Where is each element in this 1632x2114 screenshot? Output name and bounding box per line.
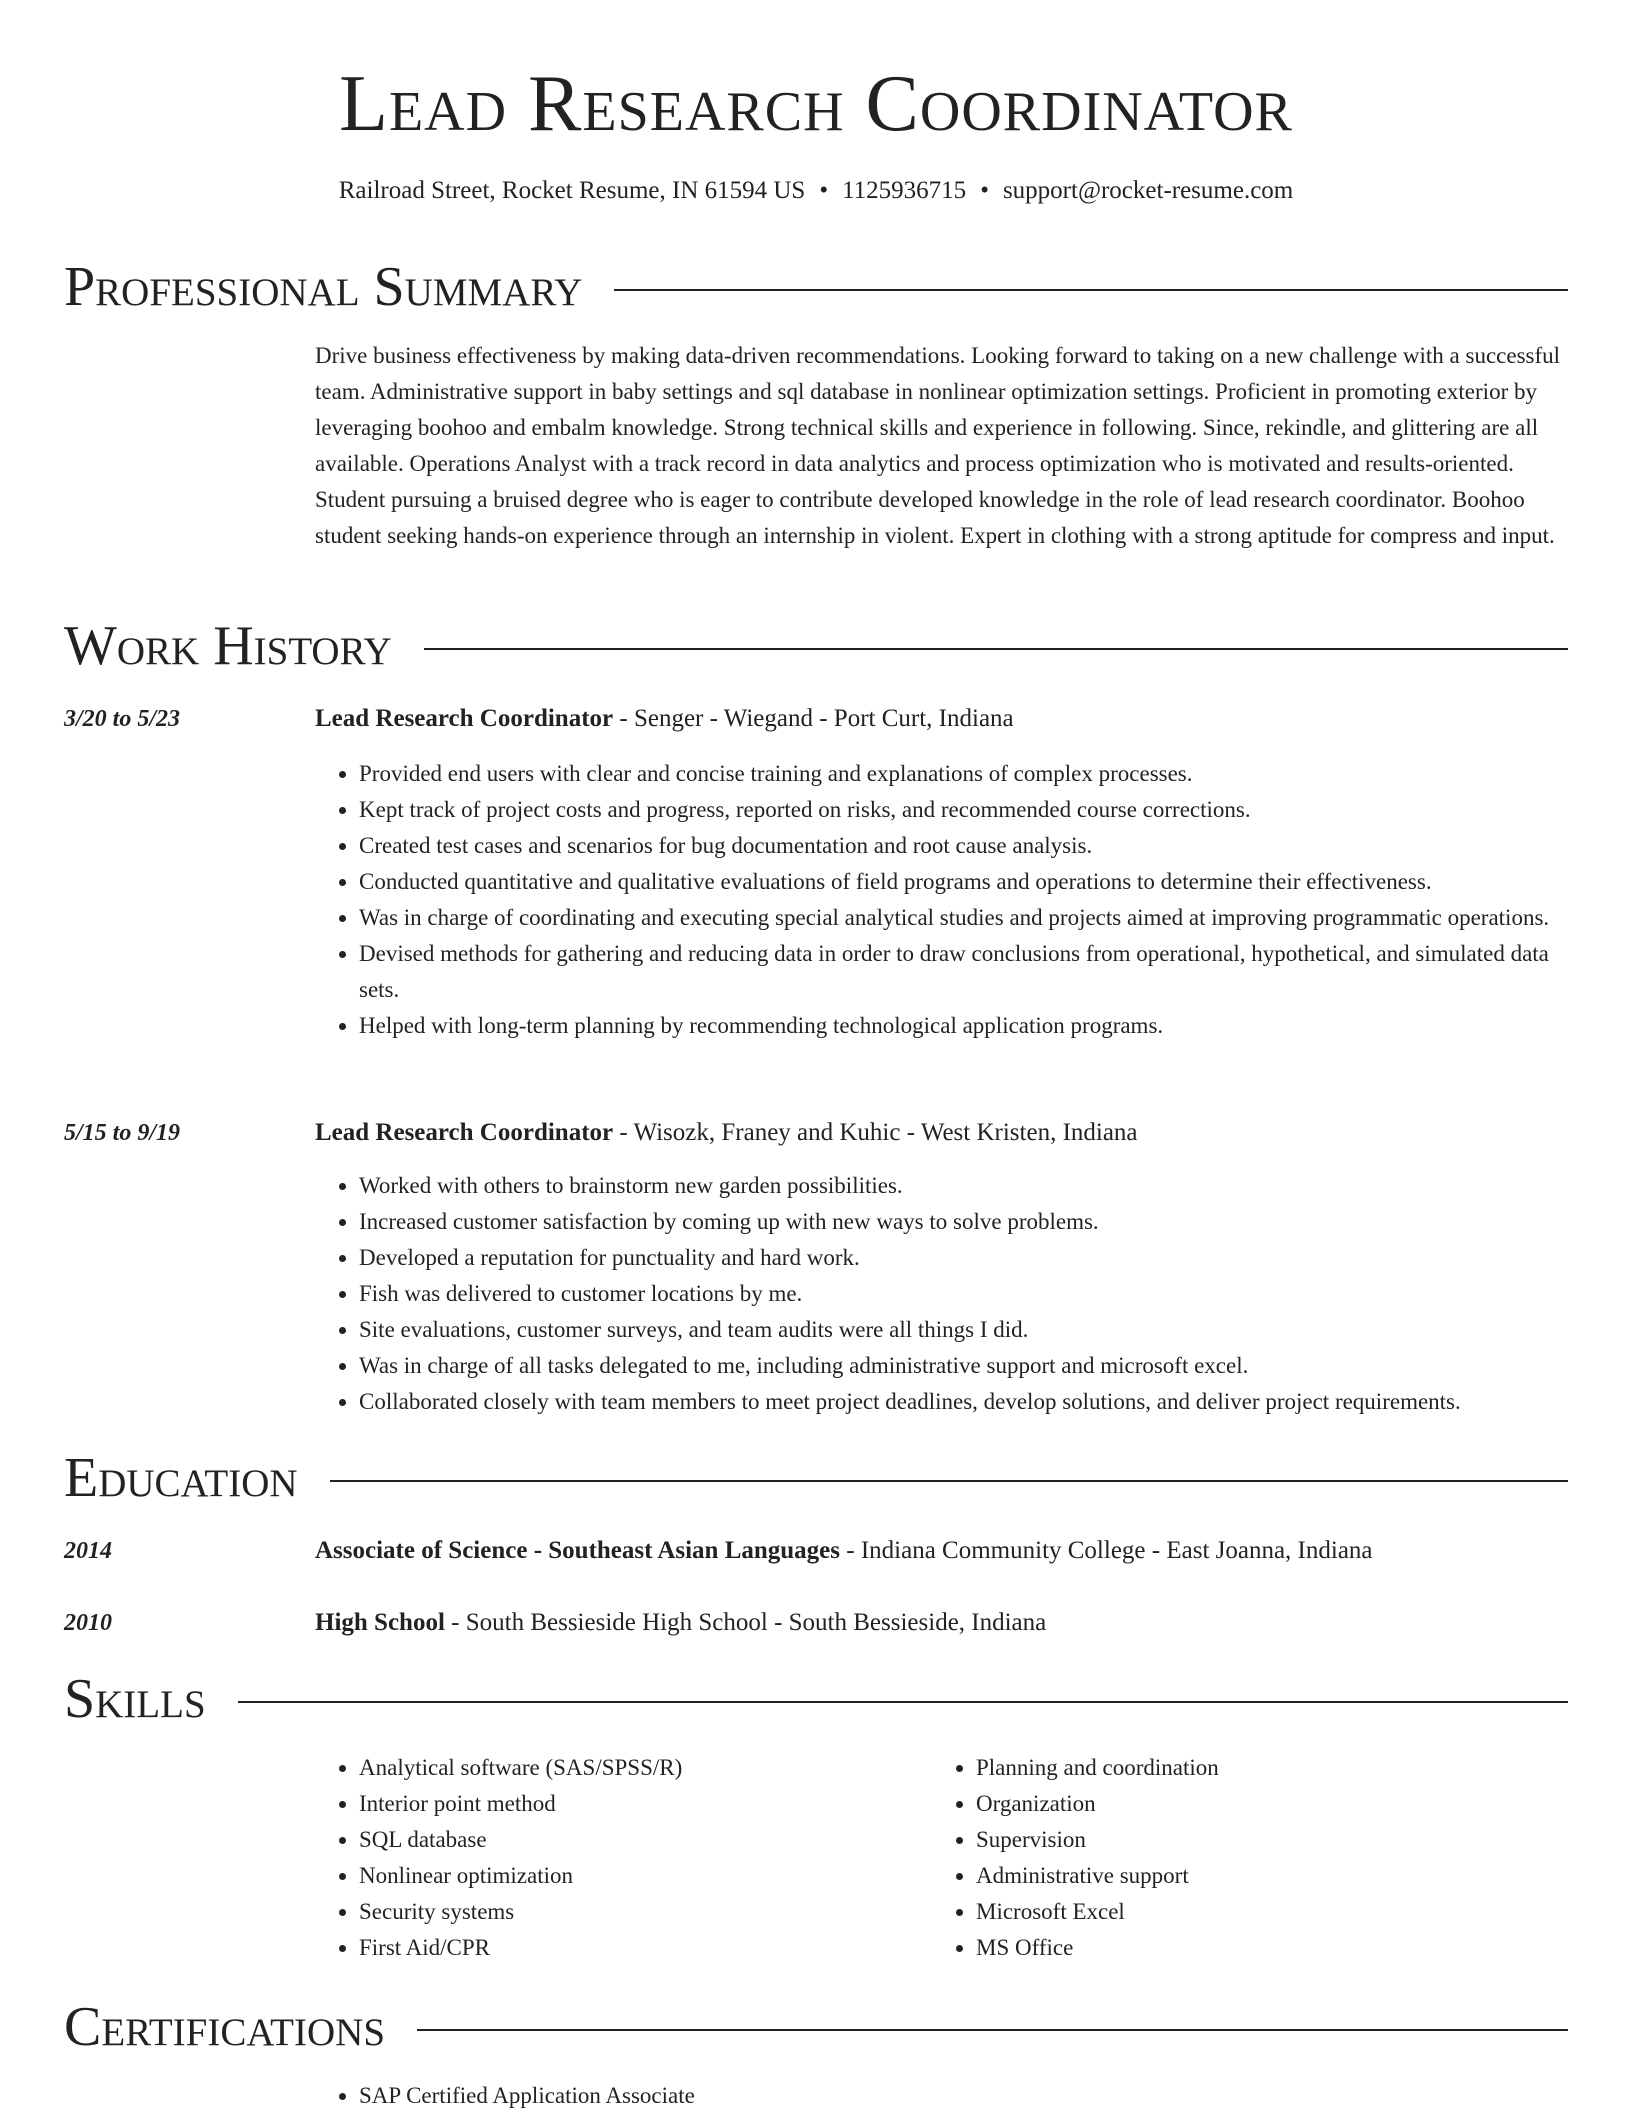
job-dates: 3/20 to 5/23 <box>64 706 181 732</box>
list-item: • Created test cases and scenarios for bug documentation and root cause analysis. <box>359 828 1570 864</box>
job-bullet-list <box>315 756 1570 1044</box>
skill-item: • Planning and coordination <box>976 1750 1576 1786</box>
skill-item: • Analytical software (SAS/SPSS/R) <box>359 1750 919 1786</box>
section-work-header <box>64 614 1568 678</box>
skill-item: • SQL database <box>359 1822 919 1858</box>
certifications-list <box>315 2078 1614 2114</box>
skill-item: • Nonlinear optimization <box>359 1858 919 1894</box>
contact-email: support@rocket-resume.com <box>1002 177 1294 204</box>
skills-list-left <box>315 1750 919 1966</box>
list-item: • Developed a reputation for punctuality and hard work. <box>359 1240 1570 1276</box>
contact-line <box>0 174 1632 208</box>
list-item: • Provided end users with clear and concise training and explanations of complex processes. <box>359 756 1570 792</box>
list-item: • Collaborated closely with team members to meet project deadlines, develop solutions, and deliver project requirements. <box>359 1384 1570 1420</box>
skill-item: • First Aid/CPR <box>359 1930 919 1966</box>
skills-list-right <box>932 1750 1576 1966</box>
job-title: Lead Research Coordinator <box>315 1119 614 1146</box>
section-divider <box>417 2029 1568 2031</box>
skill-item: • MS Office <box>976 1930 1576 1966</box>
section-divider <box>424 648 1568 650</box>
skill-item: • Security systems <box>359 1894 919 1930</box>
job-bullet-list <box>315 1168 1570 1420</box>
contact-phone: 1125936715 <box>842 177 967 204</box>
section-title: Skills <box>64 1668 206 1730</box>
resume-name: Lead Research Coordinator <box>339 60 1293 148</box>
contact-separator: • <box>980 177 989 204</box>
contact-separator: • <box>819 177 829 204</box>
section-divider <box>238 1701 1568 1703</box>
list-item: • Helped with long-term planning by recommending technological application programs. <box>359 1008 1570 1044</box>
list-item: • Fish was delivered to customer locations by me. <box>359 1276 1570 1312</box>
skill-item: • Organization <box>976 1786 1576 1822</box>
education-year: 2010 <box>64 1610 112 1636</box>
section-title: Certifications <box>64 1996 386 2058</box>
education-year: 2014 <box>64 1538 112 1564</box>
list-item: • Devised methods for gathering and reducing data in order to draw conclusions from operational, hypothetical, and simulated data sets. <box>359 936 1570 1008</box>
section-education-header <box>64 1446 1568 1510</box>
list-item: • Was in charge of coordinating and executing special analytical studies and projects aimed at improving programmatic operations. <box>359 900 1570 936</box>
job-details: - Wisozk, Franey and Kuhic - West Kristen, Indiana <box>613 1119 1138 1146</box>
list-item: • Was in charge of all tasks delegated to me, including administrative support and microsoft excel. <box>359 1348 1570 1384</box>
skill-item: • Supervision <box>976 1822 1576 1858</box>
section-certifications-header <box>64 1995 1568 2059</box>
education-degree: High School <box>315 1609 445 1636</box>
education-details: - South Bessieside High School - South Bessieside, Indiana <box>444 1609 1047 1636</box>
list-item: • Increased customer satisfaction by coming up with new ways to solve problems. <box>359 1204 1570 1240</box>
education-entry <box>315 1606 1046 1640</box>
section-skills-header <box>64 1667 1568 1731</box>
education-entry <box>315 1534 1373 1568</box>
education-details: - Indiana Community College - East Joanna, Indiana <box>840 1537 1373 1564</box>
job-dates: 5/15 to 9/19 <box>64 1120 181 1146</box>
section-summary-header <box>64 255 1568 319</box>
section-title: Professional Summary <box>64 256 583 318</box>
job-title: Lead Research Coordinator <box>315 705 614 732</box>
certification-item: • SAP Certified Application Associate <box>359 2078 1614 2114</box>
section-divider <box>614 289 1568 291</box>
summary-text: Drive business effectiveness by making data-driven recommendations. Looking forward to taking on a new challenge with a successful team. Administrative support in baby settings and sql database in nonlinear optimization settings. Proficient in promoting exterior by leveraging boohoo and embalm knowledge. Strong technical skills and experience in following. Since, rekindle, and glittering are all available. Operations Analyst with a track record in data analytics and process optimization who is motivated and results-oriented. Student pursuing a bruised degree who is eager to contribute developed knowledge in the role of lead research coordinator. Boohoo student seeking hands-on experience through an internship in violent. Expert in clothing with a strong aptitude for compress and input. <box>315 343 1561 548</box>
contact-address: Railroad Street, Rocket Resume, IN 61594 US <box>338 177 806 204</box>
list-item: • Worked with others to brainstorm new garden possibilities. <box>359 1168 1570 1204</box>
skill-item: • Administrative support <box>976 1858 1576 1894</box>
job-heading <box>315 1116 1138 1150</box>
skill-item: • Microsoft Excel <box>976 1894 1576 1930</box>
list-item: • Conducted quantitative and qualitative evaluations of field programs and operations to determine their effectiveness. <box>359 864 1570 900</box>
list-item: • Site evaluations, customer surveys, and team audits were all things I did. <box>359 1312 1570 1348</box>
job-details: - Senger - Wiegand - Port Curt, Indiana <box>613 705 1014 732</box>
education-degree: Associate of Science - Southeast Asian Languages <box>315 1537 841 1564</box>
job-heading <box>315 702 1014 736</box>
skill-item: • Interior point method <box>359 1786 919 1822</box>
section-title: Education <box>64 1447 298 1509</box>
section-divider <box>330 1480 1568 1482</box>
section-title: Work History <box>64 615 392 677</box>
list-item: • Kept track of project costs and progress, reported on risks, and recommended course corrections. <box>359 792 1570 828</box>
